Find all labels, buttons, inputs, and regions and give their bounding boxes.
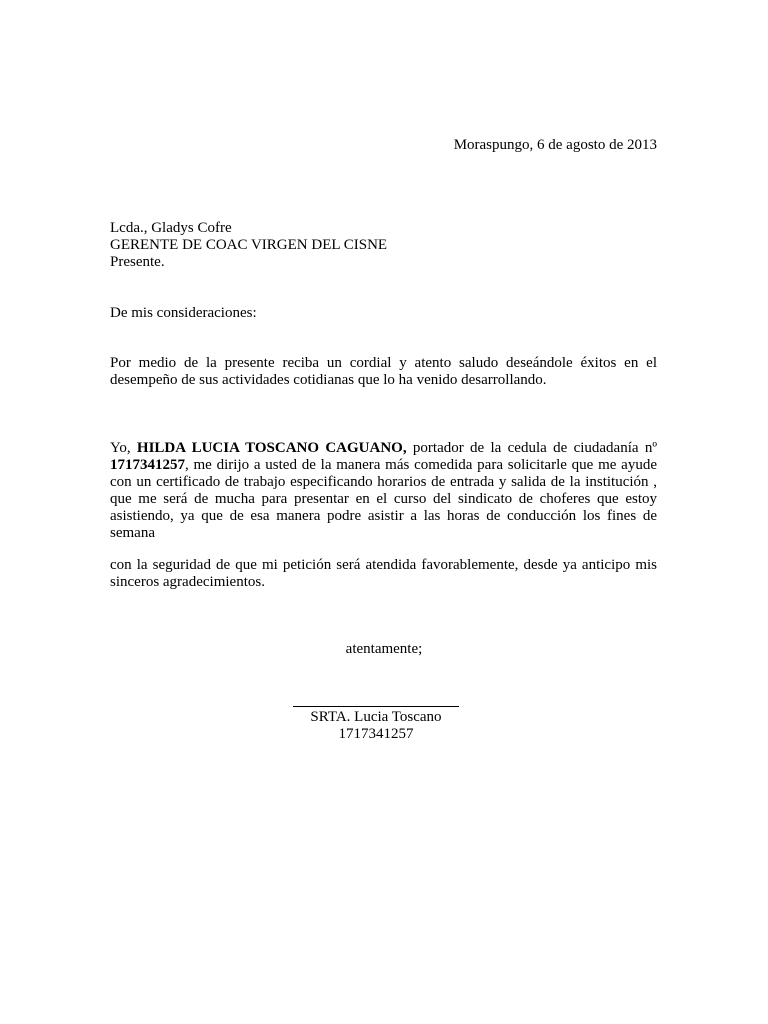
paragraph-salutation: Por medio de la presente reciba un cordial y atento saludo deseándole éxitos en el desempeño de sus actividades cotidianas que lo ha venido desarrollando. [110,355,657,388]
request-after-name: portador de la cedula de ciudadanía nº [406,440,657,456]
signature-id-number: 1717341257 [338,726,414,742]
paragraph-thanks: con la seguridad de que mi petición será atendida favorablemente, desde ya anticipo mis sinceros agradecimientos. [110,557,657,590]
recipient-name: Lcda., Gladys Cofre [110,220,232,236]
signature-block [293,706,473,743]
paragraph-request [110,440,657,542]
requester-name: HILDA LUCIA TOSCANO CAGUANO, [136,440,407,456]
recipient-position: GERENTE DE COAC VIRGEN DEL CISNE [110,237,388,253]
signature-line [293,706,459,707]
recipient-presente: Presente. [110,254,165,270]
recipient-block [110,220,657,271]
request-body: , me dirijo a usted de la manera más comedida para solicitarle que me ayude con un certificado de trabajo especificando horarios de entrada y salida de la institución , que me será de mucha para presentar en el curso del sindicato de choferes que estoy asistiendo, ya que de esa manera podre asistir a las horas de conducción los fines de semana [110,457,657,541]
date-line: Moraspungo, 6 de agosto de 2013 [453,137,657,153]
requester-id: 1717341257 [110,457,185,473]
greeting: De mis consideraciones: [110,305,257,321]
request-intro: Yo, [110,440,137,456]
signature-name: SRTA. Lucia Toscano [310,709,442,725]
closing: atentamente; [345,641,423,657]
